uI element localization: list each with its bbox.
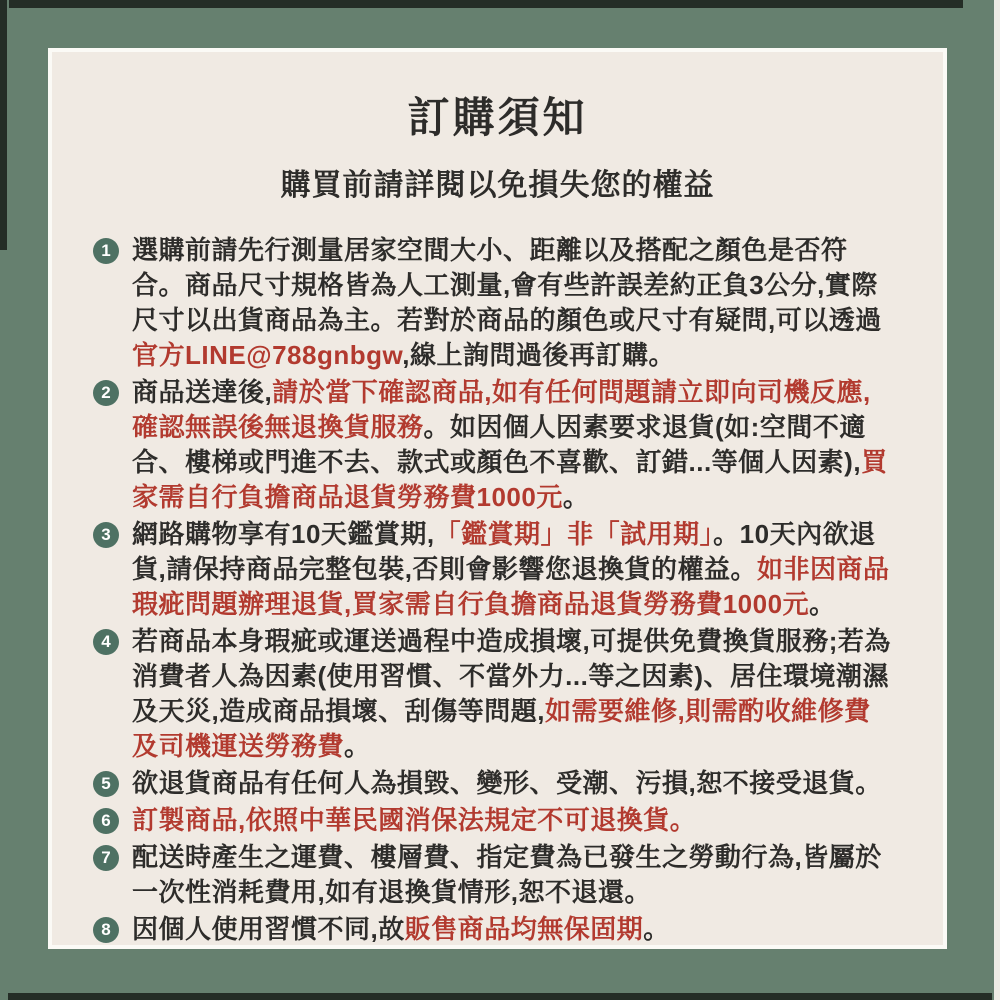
notice-item: [93, 375, 893, 515]
item-number-badge: 8: [93, 917, 119, 943]
text-segment-black: ,線上詢問過後再訂購。: [402, 340, 675, 370]
item-number-badge: 4: [93, 629, 119, 655]
text-segment-black: 。: [809, 589, 836, 619]
text-segment-red: 如需要維修,則需酌收維修費及司機運送勞務費: [132, 696, 871, 761]
text-segment-black: 網路購物享有10天鑑賞期,: [132, 519, 435, 549]
photo-edge-top: [9, 0, 963, 8]
text-segment-black: 選購前請先行測量居家空間大小、距離以及搭配之顏色是否符合。商品尺寸規格皆為人工測量,會有些許誤差約正負3公分,實際尺寸以出貨商品為主。若對於商品的顏色或尺寸有疑問,可以透過: [132, 235, 882, 335]
text-segment-red: 「鑑賞期」非「試用期」: [434, 519, 714, 549]
text-segment-red: 如非因商品瑕疵問題辦理退貨,買家需自行負擔商品退貨勞務費1000元: [132, 554, 890, 619]
item-number-badge: 1: [93, 238, 119, 264]
text-segment-black: 。: [562, 482, 590, 512]
item-number-badge: 7: [93, 845, 119, 871]
notice-text: [132, 517, 893, 622]
notice-item: [93, 624, 893, 764]
text-segment-black: 。10天內欲退貨,請保持商品完整包裝,否則會影響您退換貨的權益。: [132, 519, 876, 584]
notice-item: [93, 766, 893, 801]
item-number-badge: 3: [93, 522, 119, 548]
notice-text: [132, 233, 893, 373]
text-segment-red: 訂製商品,依照中華民國消保法規定不可退換貨。: [132, 805, 697, 835]
notice-text: [132, 912, 670, 947]
photo-edge-left: [0, 0, 7, 250]
notice-text: [132, 803, 696, 838]
text-segment-red: 買家需自行負擔商品退貨勞務費1000元: [132, 447, 888, 512]
photo-edge-bottom: [8, 993, 992, 1000]
text-segment-black: 若商品本身瑕疵或運送過程中造成損壞,可提供免費換貨服務;若為消費者人為因素(使用習慣、不當外力...等之因素)、居住環境潮濕及天災,造成商品損壞、刮傷等問題,: [132, 626, 891, 726]
text-segment-red: 販售商品均無保固期: [404, 914, 644, 944]
photo-edge-right-light: [994, 0, 1000, 1000]
notice-item: [93, 233, 893, 373]
item-number-badge: 2: [93, 380, 119, 406]
text-segment-black: 。: [643, 914, 670, 944]
notice-text: [132, 375, 893, 515]
notice-item: [93, 803, 893, 838]
page-title: 訂購須知: [407, 94, 588, 141]
notice-item: [93, 517, 893, 622]
item-number-badge: 5: [93, 771, 119, 797]
page-subtitle: 購買前請詳閱以免損失您的權益: [280, 169, 715, 202]
text-segment-black: 商品送達後,: [132, 377, 273, 407]
notice-item: [93, 840, 893, 910]
text-segment-black: 配送時產生之運費、樓層費、指定費為已發生之勞動行為,皆屬於一次性消耗費用,如有退換貨情形,恕不退還。: [132, 842, 882, 907]
notice-list: [93, 233, 893, 947]
text-segment-black: 。如因個人因素要求退貨(如:空間不適合、樓梯或門進不去、款式或顏色不喜歡、訂錯...等個人因素),: [132, 412, 866, 477]
notice-item: [93, 912, 893, 947]
notice-text: [132, 840, 893, 910]
notice-text: [132, 766, 882, 801]
text-segment-black: 欲退貨商品有任何人為損毀、變形、受潮、污損,恕不接受退貨。: [132, 768, 882, 798]
text-segment-black: 因個人使用習慣不同,故: [132, 914, 405, 944]
notice-panel: [48, 48, 947, 949]
text-segment-black: 。: [344, 731, 371, 761]
text-segment-red: 請於當下確認商品,如有任何問題請立即向司機反應,確認無誤後無退換貨服務: [132, 377, 871, 442]
item-number-badge: 6: [93, 808, 119, 834]
text-segment-red: 官方LINE@788gnbgw: [132, 340, 403, 370]
notice-text: [132, 624, 893, 764]
